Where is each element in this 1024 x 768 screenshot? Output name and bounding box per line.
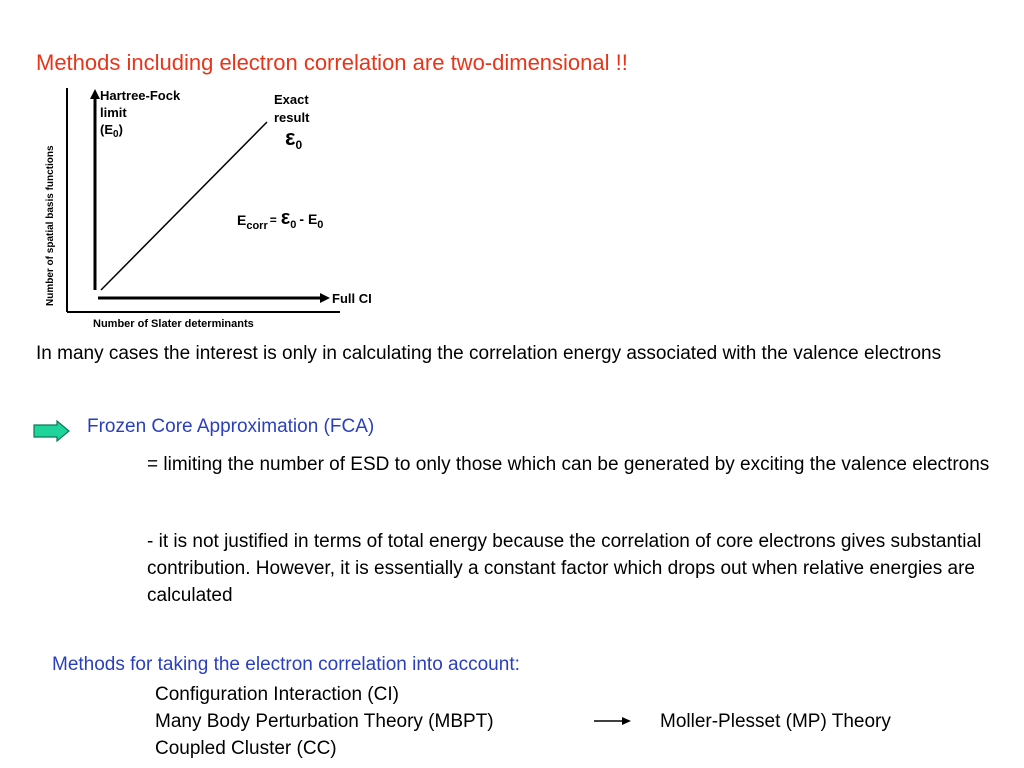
right-arrow-icon [592,716,632,726]
methods-heading: Methods for taking the electron correlation into account: [52,654,520,675]
fca-justification: - it is not justified in terms of total energy because the correlation of core electrons gives substantial contribution. However, it is essentially a constant factor which drops out when relative energies are calculated [147,531,982,606]
fca-definition: = limiting the number of ESD to only those which can be generated by exciting the valence electrons [147,454,990,475]
hf-label-3: $(E_0)$ [100,122,123,140]
mp-theory-label: Moller-Plesset (MP) Theory [660,711,891,732]
ecorr-formula: $E_{corr} = \varepsilon_0 - E_0$ [237,207,324,232]
x-axis-label: Number of Slater determinants [93,318,254,330]
correlation-diagram [38,84,390,334]
method-item: Configuration Interaction (CI) [155,684,399,705]
right-arrow-icon [33,420,71,442]
method-item: Many Body Perturbation Theory (MBPT) [155,711,494,732]
fullci-axis-arrowhead [320,293,330,303]
exact-label-2: result [274,110,310,125]
hf-axis-arrowhead [90,89,100,99]
y-axis-label: Number of spatial basis functions [45,145,56,306]
hf-label-2: limit [100,105,127,120]
hf-label-1: Hartree-Fock [100,88,181,103]
method-item: Coupled Cluster (CC) [155,738,337,759]
fca-label: Frozen Core Approximation (FCA) [87,416,375,437]
diagonal-line [101,122,267,290]
exact-label-1: Exact [274,92,309,107]
epsilon-zero: ε0 [285,125,303,152]
slide-title: Methods including electron correlation are two-dimensional !! [36,50,628,75]
full-ci-label: Full CI [332,291,372,306]
valence-paragraph: In many cases the interest is only in calculating the correlation energy associated with the valence electrons [36,343,942,364]
